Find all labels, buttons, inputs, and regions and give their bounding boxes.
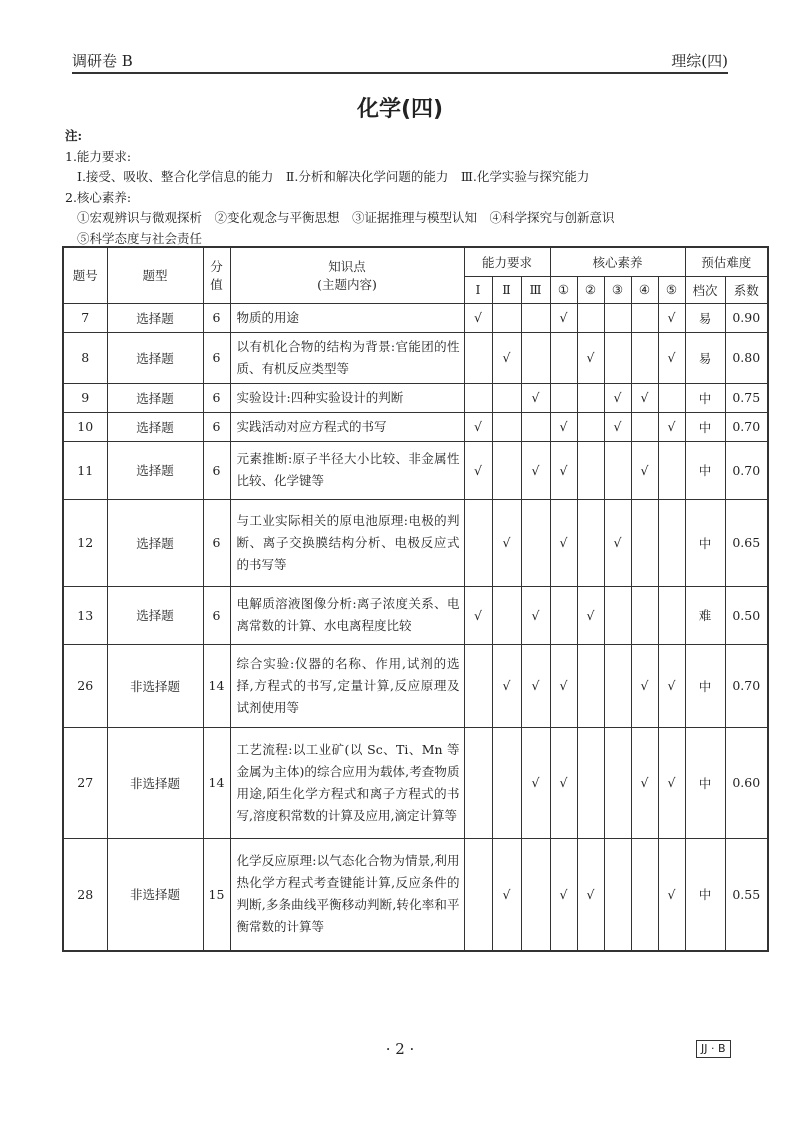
question-score: 6 [203,441,230,499]
question-type: 非选择题 [107,838,203,951]
knowledge-point: 实践活动对应方程式的书写 [230,412,464,441]
table-row [63,499,768,586]
difficulty-level: 中 [685,383,725,412]
difficulty-level: 中 [685,441,725,499]
check-cell [492,383,521,412]
check-cell: √ [631,441,658,499]
question-score: 14 [203,727,230,838]
check-cell [492,441,521,499]
check-cell [492,727,521,838]
table-row [63,838,768,951]
difficulty-coefficient: 0.70 [725,644,768,727]
check-cell [658,499,685,586]
th-type: 题型 [107,247,203,303]
check-cell [658,586,685,644]
difficulty-level: 中 [685,727,725,838]
table-row [63,383,768,412]
th-literacy-1: ① [550,276,577,303]
check-cell [577,441,604,499]
check-cell [521,332,550,383]
check-cell: √ [577,586,604,644]
question-type: 非选择题 [107,727,203,838]
check-cell [550,586,577,644]
knowledge-point: 电解质溶液图像分析:离子浓度关系、电离常数的计算、水电离程度比较 [230,586,464,644]
check-cell [550,332,577,383]
check-cell [464,727,492,838]
check-cell: √ [464,441,492,499]
question-number: 9 [63,383,107,412]
ability-list: Ⅰ.接受、吸收、整合化学信息的能力 Ⅱ.分析和解决化学问题的能力 Ⅲ.化学实验与探究能力 [77,169,590,184]
difficulty-coefficient: 0.80 [725,332,768,383]
table-row [63,412,768,441]
difficulty-level: 易 [685,332,725,383]
check-cell [464,644,492,727]
check-cell [521,412,550,441]
check-cell: √ [464,303,492,332]
check-cell [577,644,604,727]
question-number: 10 [63,412,107,441]
check-cell [577,383,604,412]
check-cell [492,412,521,441]
difficulty-level: 难 [685,586,725,644]
check-cell: √ [550,303,577,332]
check-cell [464,499,492,586]
th-ability-1: Ⅰ [464,276,492,303]
question-type: 选择题 [107,441,203,499]
check-cell: √ [521,727,550,838]
th-literacy-3: ③ [604,276,631,303]
check-cell: √ [604,383,631,412]
notes-label: 注: [65,128,83,143]
question-score: 6 [203,332,230,383]
check-cell [631,499,658,586]
question-number: 28 [63,838,107,951]
check-cell [658,441,685,499]
check-cell: √ [521,586,550,644]
check-cell: √ [521,644,550,727]
check-cell [631,412,658,441]
question-number: 7 [63,303,107,332]
analysis-table [62,246,769,952]
difficulty-level: 中 [685,499,725,586]
knowledge-point: 元素推断:原子半径大小比较、非金属性比较、化学键等 [230,441,464,499]
literacy-heading: 2.核心素养: [65,189,132,205]
th-literacy-5: ⑤ [658,276,685,303]
check-cell [550,383,577,412]
knowledge-point: 综合实验:仪器的名称、作用,试剂的选择,方程式的书写,定量计算,反应原理及试剂使用等 [230,644,464,727]
difficulty-coefficient: 0.60 [725,727,768,838]
check-cell [521,303,550,332]
difficulty-level: 中 [685,644,725,727]
th-level: 档次 [685,276,725,303]
question-type: 选择题 [107,499,203,586]
question-type: 选择题 [107,303,203,332]
check-cell: √ [658,644,685,727]
question-type: 选择题 [107,412,203,441]
check-cell: √ [550,441,577,499]
check-cell [492,586,521,644]
page-title: 化学(四) [356,97,444,122]
difficulty-coefficient: 0.65 [725,499,768,586]
page-number: · 2 · [385,1040,415,1058]
check-cell: √ [577,332,604,383]
check-cell: √ [464,586,492,644]
check-cell [521,838,550,951]
th-ability-2: Ⅱ [492,276,521,303]
check-cell [604,332,631,383]
table-row [63,303,768,332]
knowledge-point: 实验设计:四种实验设计的判断 [230,383,464,412]
question-number: 8 [63,332,107,383]
check-cell [631,586,658,644]
check-cell: √ [577,838,604,951]
question-score: 6 [203,586,230,644]
th-coef: 系数 [725,276,768,303]
question-score: 15 [203,838,230,951]
check-cell [577,412,604,441]
difficulty-level: 中 [685,838,725,951]
check-cell [492,303,521,332]
knowledge-point: 物质的用途 [230,303,464,332]
check-cell [577,727,604,838]
question-number: 12 [63,499,107,586]
difficulty-coefficient: 0.90 [725,303,768,332]
knowledge-point: 化学反应原理:以气态化合物为情景,利用热化学方程式考查键能计算,反应条件的判断,多条曲线平衡移动判断,转化率和平衡常数的计算等 [230,838,464,951]
th-kp: 知识点 (主题内容) [230,247,464,303]
check-cell: √ [550,412,577,441]
check-cell [604,303,631,332]
check-cell [604,586,631,644]
question-number: 27 [63,727,107,838]
difficulty-coefficient: 0.55 [725,838,768,951]
question-number: 11 [63,441,107,499]
check-cell: √ [492,644,521,727]
check-cell [631,332,658,383]
th-literacy: 核心素养 [550,247,685,276]
table-row [63,727,768,838]
check-cell [658,383,685,412]
check-cell: √ [550,499,577,586]
check-cell: √ [550,644,577,727]
th-literacy-2: ② [577,276,604,303]
th-num: 题号 [63,247,107,303]
check-cell [521,499,550,586]
th-ability: 能力要求 [464,247,550,276]
check-cell [464,383,492,412]
difficulty-coefficient: 0.50 [725,586,768,644]
check-cell: √ [550,727,577,838]
check-cell: √ [521,383,550,412]
check-cell: √ [604,412,631,441]
th-ability-3: Ⅲ [521,276,550,303]
knowledge-point: 与工业实际相关的原电池原理:电极的判断、离子交换膜结构分析、电极反应式的书写等 [230,499,464,586]
check-cell: √ [604,499,631,586]
check-cell: √ [631,383,658,412]
table-row [63,586,768,644]
check-cell [604,727,631,838]
check-cell: √ [492,838,521,951]
difficulty-coefficient: 0.75 [725,383,768,412]
th-difficulty: 预估难度 [685,247,768,276]
check-cell [464,838,492,951]
check-cell: √ [631,727,658,838]
notes [65,126,740,249]
table-row [63,332,768,383]
check-cell [577,303,604,332]
table-row [63,441,768,499]
question-type: 选择题 [107,586,203,644]
question-score: 14 [203,644,230,727]
header-left: 调研卷 B [72,52,133,70]
difficulty-level: 易 [685,303,725,332]
check-cell [464,332,492,383]
check-cell [631,838,658,951]
check-cell [604,838,631,951]
check-cell [604,441,631,499]
question-score: 6 [203,412,230,441]
check-cell: √ [658,838,685,951]
table-row [63,644,768,727]
question-type: 选择题 [107,383,203,412]
check-cell: √ [658,727,685,838]
question-score: 6 [203,383,230,412]
difficulty-level: 中 [685,412,725,441]
th-score: 分 值 [203,247,230,303]
difficulty-coefficient: 0.70 [725,441,768,499]
check-cell: √ [658,412,685,441]
check-cell [604,644,631,727]
edition-badge: JJ · B [696,1040,731,1058]
check-cell: √ [658,303,685,332]
check-cell: √ [521,441,550,499]
page-header [72,50,728,74]
check-cell: √ [658,332,685,383]
question-type: 选择题 [107,332,203,383]
literacy-line-2: ⑤科学态度与社会责任 [77,230,203,246]
check-cell: √ [550,838,577,951]
question-number: 13 [63,586,107,644]
header-right: 理综(四) [671,52,728,70]
check-cell: √ [464,412,492,441]
check-cell: √ [492,499,521,586]
th-literacy-4: ④ [631,276,658,303]
knowledge-point: 以有机化合物的结构为背景:官能团的性质、有机反应类型等 [230,332,464,383]
question-score: 6 [203,303,230,332]
difficulty-coefficient: 0.70 [725,412,768,441]
check-cell [631,303,658,332]
question-score: 6 [203,499,230,586]
ability-heading: 1.能力要求: [65,148,132,164]
question-type: 非选择题 [107,644,203,727]
knowledge-point: 工艺流程:以工业矿(以 Sc、Ti、Mn 等金属为主体)的综合应用为载体,考查物质用途,陌生化学方程式和离子方程式的书写,溶度积常数的计算及应用,滴定计算等 [230,727,464,838]
question-number: 26 [63,644,107,727]
literacy-line-1: ①宏观辨识与微观探析 ②变化观念与平衡思想 ③证据推理与模型认知 ④科学探究与创新意识 [77,210,615,225]
check-cell: √ [492,332,521,383]
check-cell: √ [631,644,658,727]
check-cell [577,499,604,586]
